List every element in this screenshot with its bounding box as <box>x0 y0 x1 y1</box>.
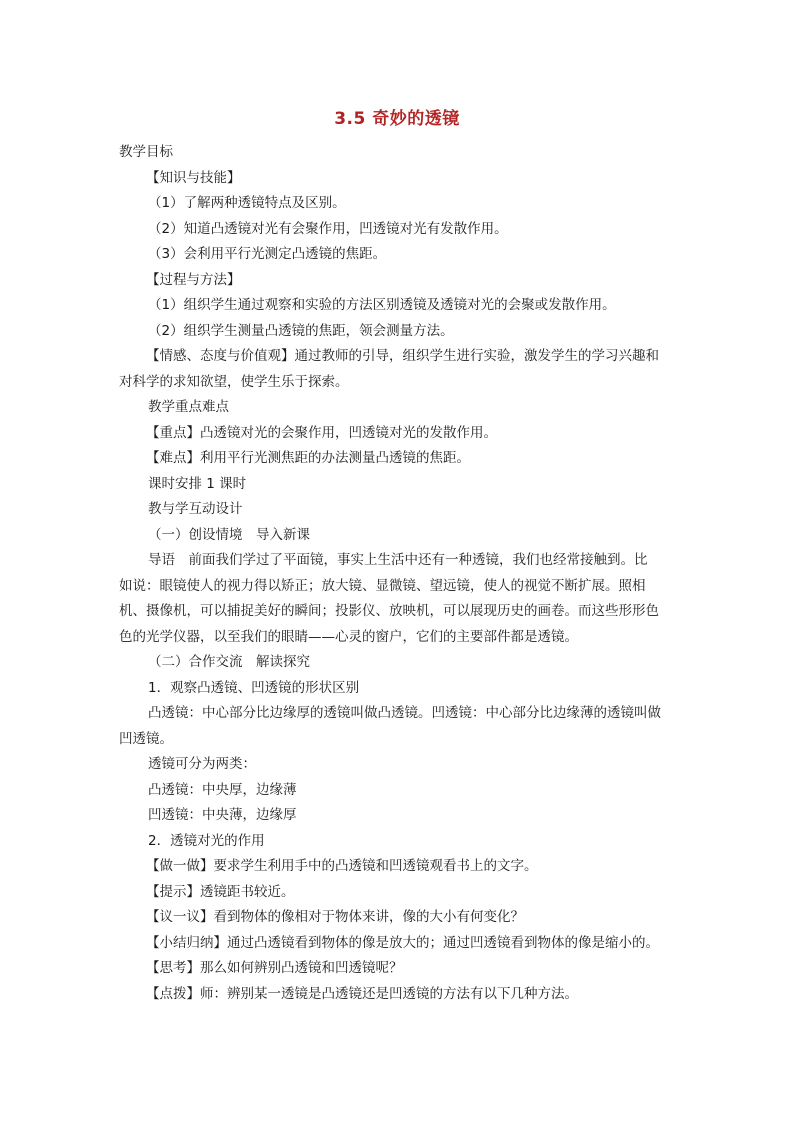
section-heading-objectives: 教学目标 <box>119 144 173 160</box>
paragraph-line: 【点拨】师：辨别某一透镜是凸透镜还是凹透镜的方法有以下几种方法。 <box>146 985 578 1002</box>
paragraph-line: 【情感、态度与价值观】通过教师的引导，组织学生进行实验，激发学生的学习兴趣和 <box>146 348 659 364</box>
paragraph-line: 凸透镜：中央厚，边缘薄 <box>148 781 297 798</box>
paragraph-line: 凹透镜。 <box>119 730 173 747</box>
paragraph-line: 机、摄像机，可以捕捉美好的瞬间；投影仪、放映机，可以展现历史的画卷。而这些形形色 <box>119 603 659 619</box>
paragraph-line: 2．透镜对光的作用 <box>148 832 265 849</box>
paragraph-line: （3）会利用平行光测定凸透镜的焦距。 <box>148 246 387 262</box>
document-body <box>119 140 679 1007</box>
subsection-heading: 【知识与技能】 <box>146 169 241 186</box>
paragraph-line: 如说：眼镜使人的视力得以矫正；放大镜、显微镜、望远镜，使人的视觉不断扩展。照相 <box>119 577 646 594</box>
paragraph-line: （2）知道凸透镜对光有会聚作用，凹透镜对光有发散作用。 <box>148 220 508 237</box>
paragraph-line: 【做一做】要求学生利用手中的凸透镜和凹透镜观看书上的文字。 <box>146 858 538 874</box>
paragraph-line: 透镜可分为两类： <box>148 756 256 772</box>
subsection-heading: （二）合作交流 解读探究 <box>148 654 310 670</box>
paragraph-line: 【思考】那么如何辨别凸透镜和凹透镜呢？ <box>146 960 403 976</box>
subsection-heading: 【过程与方法】 <box>146 271 241 288</box>
section-heading-key-points: 教学重点难点 <box>148 399 229 415</box>
paragraph-line: 对科学的求知欲望，使学生乐于探索。 <box>119 373 349 390</box>
paragraph-line: 【提示】透镜距书较近。 <box>146 883 295 900</box>
paragraph-line: 凸透镜：中心部分比边缘厚的透镜叫做凸透镜。凹透镜：中心部分比边缘薄的透镜叫做 <box>148 705 661 721</box>
paragraph-line: 【小结归纳】通过凸透镜看到物体的像是放大的；通过凹透镜看到物体的像是缩小的。 <box>146 934 659 951</box>
paragraph-line: （1）了解两种透镜特点及区别。 <box>148 195 346 211</box>
paragraph-line: 【难点】利用平行光测焦距的办法测量凸透镜的焦距。 <box>146 450 470 466</box>
subsection-heading: （一）创设情境 导入新课 <box>148 526 310 543</box>
paragraph-line: （1）组织学生通过观察和实验的方法区别透镜及透镜对光的会聚或发散作用。 <box>148 297 616 313</box>
paragraph-line: 【议一议】看到物体的像相对于物体来讲，像的大小有何变化？ <box>146 909 524 925</box>
document-title: 3.5 奇妙的透镜 <box>334 109 460 129</box>
paragraph-line: 凹透镜：中央薄，边缘厚 <box>148 807 297 823</box>
paragraph-line: 课时安排 1 课时 <box>148 475 247 492</box>
paragraph-line: 色的光学仪器，以至我们的眼睛——心灵的窗户，它们的主要部件都是透镜。 <box>119 628 578 645</box>
paragraph-line: 1．观察凸透镜、凹透镜的形状区别 <box>148 679 360 696</box>
paragraph-line: 导语 前面我们学过了平面镜，事实上生活中还有一种透镜，我们也经常接触到。比 <box>148 552 648 568</box>
section-heading-interaction: 教与学互动设计 <box>148 501 243 517</box>
paragraph-line: （2）组织学生测量凸透镜的焦距，领会测量方法。 <box>148 322 454 339</box>
paragraph-line: 【重点】凸透镜对光的会聚作用，凹透镜对光的发散作用。 <box>146 424 497 441</box>
